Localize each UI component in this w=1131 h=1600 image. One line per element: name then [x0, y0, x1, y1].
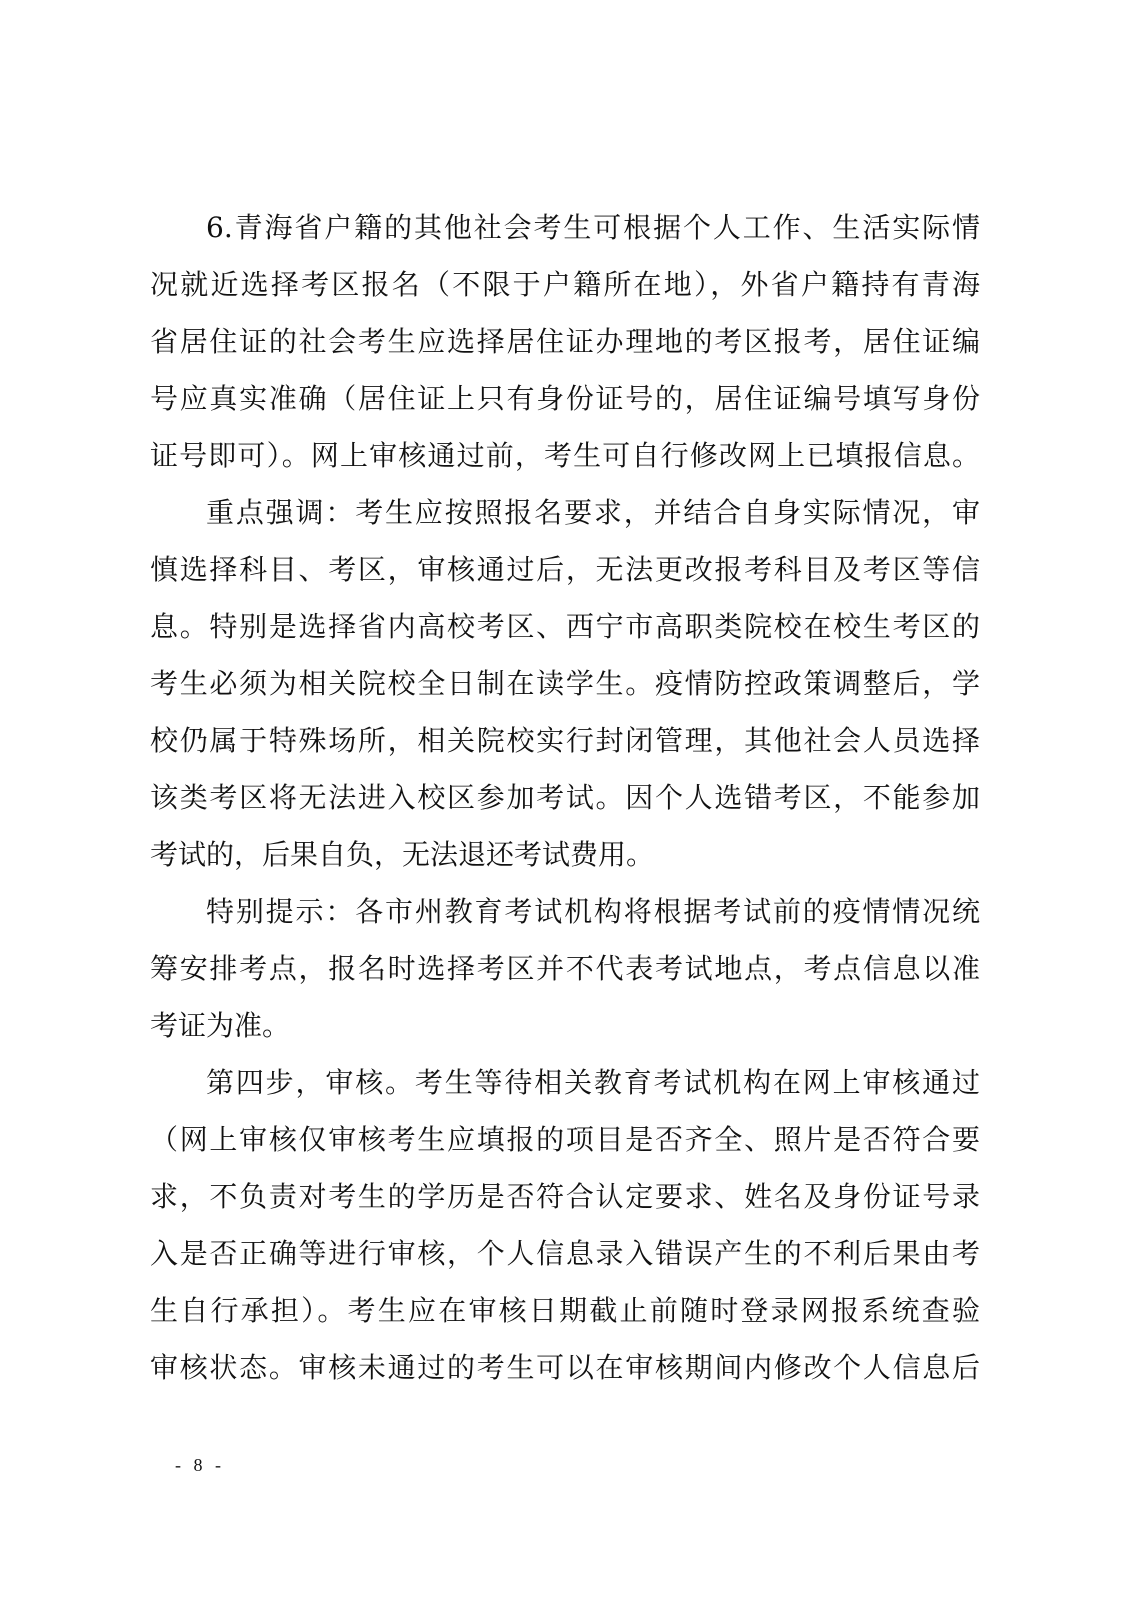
paragraph-line: 证号即可）。网上审核通过前，考生可自行修改网上已填报信息。 — [150, 439, 980, 472]
paragraph-line: 考试的，后果自负，无法退还考试费用。 — [150, 838, 655, 871]
paragraph-line: 息。特别是选择省内高校考区、西宁市高职类院校在校生考区的 — [150, 610, 980, 643]
paragraph-line: 省居住证的社会考生应选择居住证办理地的考区报考，居住证编 — [150, 325, 980, 358]
paragraph-line: 入是否正确等进行审核，个人信息录入错误产生的不利后果由考 — [150, 1237, 980, 1270]
paragraph-line: 生自行承担）。考生应在审核日期截止前随时登录网报系统查验 — [150, 1294, 980, 1327]
paragraph-line: 考证为准。 — [150, 1009, 291, 1042]
paragraph-line: 特别提示：各市州教育考试机构将根据考试前的疫情情况统 — [206, 895, 980, 928]
paragraph-line: 6.青海省户籍的其他社会考生可根据个人工作、生活实际情 — [206, 211, 980, 244]
paragraph-line: 校仍属于特殊场所，相关院校实行封闭管理，其他社会人员选择 — [150, 724, 980, 757]
paragraph-line: 筹安排考点，报名时选择考区并不代表考试地点，考点信息以准 — [150, 952, 980, 985]
paragraph-line: 求，不负责对考生的学历是否符合认定要求、姓名及身份证号录 — [150, 1180, 980, 1213]
paragraph-line: 慎选择科目、考区，审核通过后，无法更改报考科目及考区等信 — [150, 553, 980, 586]
paragraph-line: 况就近选择考区报名（不限于户籍所在地），外省户籍持有青海 — [150, 268, 980, 301]
paragraph-line: 号应真实准确（居住证上只有身份证号的，居住证编号填写身份 — [150, 382, 980, 415]
paragraph-line: （网上审核仅审核考生应填报的项目是否齐全、照片是否符合要 — [150, 1123, 980, 1156]
page-number: - 8 - — [175, 1455, 225, 1475]
paragraph-line: 重点强调：考生应按照报名要求，并结合自身实际情况，审 — [206, 496, 980, 529]
paragraph-line: 第四步，审核。考生等待相关教育考试机构在网上审核通过 — [206, 1066, 980, 1099]
paragraph-line: 审核状态。审核未通过的考生可以在审核期间内修改个人信息后 — [150, 1351, 980, 1384]
paragraph-line: 该类考区将无法进入校区参加考试。因个人选错考区，不能参加 — [150, 781, 980, 814]
paragraph-line: 考生必须为相关院校全日制在读学生。疫情防控政策调整后，学 — [150, 667, 980, 700]
